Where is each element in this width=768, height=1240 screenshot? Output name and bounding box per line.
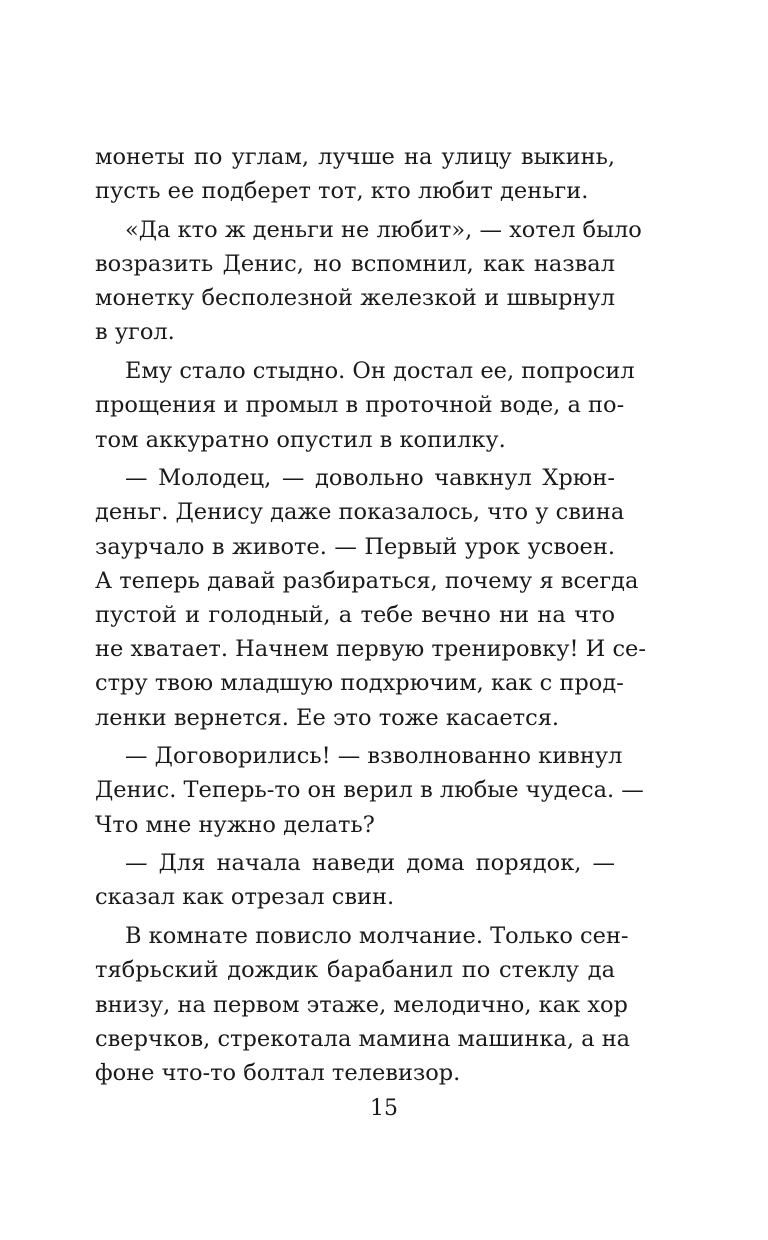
text-line: прощения и промыл в проточной воде, а по- xyxy=(95,392,625,419)
text-line: сверчков, стрекотала мамина машинка, а на xyxy=(95,1025,631,1052)
paragraph xyxy=(95,846,615,914)
text-line: не хватает. Начнем первую тренировку! И се- xyxy=(95,636,646,663)
text-line: заурчало в животе. — Первый урок усвоен. xyxy=(95,533,615,560)
text-line: том аккуратно опустил в копилку. xyxy=(95,426,506,453)
text-line: возразить Денис, но вспомнил, как назвал xyxy=(95,251,615,278)
text-line: деньг. Денису даже показалось, что у свина xyxy=(95,499,625,526)
text-line: в угол. xyxy=(95,319,175,346)
paragraph xyxy=(95,461,646,735)
page-number: 15 xyxy=(370,1096,398,1121)
text-line: Денис. Теперь-то он верил в любые чудеса. — xyxy=(95,777,644,804)
text-line: стру твою младшую подхрючим, как с прод- xyxy=(95,670,624,697)
paragraph xyxy=(95,140,615,208)
text-line: внизу, на первом этаже, мелодично, как хор xyxy=(95,991,628,1018)
text-line: А теперь давай разбираться, почему я всегда xyxy=(95,567,639,594)
text-line: Ему стало стыдно. Он достал ее, попросил xyxy=(125,358,635,385)
text-line: Что мне нужно делать? xyxy=(95,811,375,838)
paragraph xyxy=(95,213,642,350)
text-line: монетку бесполезной железкой и швырнул xyxy=(95,285,615,312)
text-line: тябрьский дождик барабанил по стеклу да xyxy=(95,957,615,984)
text-line: пусть ее подберет тот, кто любит деньги. xyxy=(95,178,589,205)
text-line: — Для начала наведи дома порядок, — xyxy=(125,850,615,877)
body-text xyxy=(95,140,646,1095)
text-line: фоне что-то болтал телевизор. xyxy=(95,1059,461,1086)
text-line: «Да кто ж деньги не любит», — хотел было xyxy=(125,216,642,243)
text-line: ленки вернется. Ее это тоже касается. xyxy=(95,704,560,731)
text-line: сказал как отрезал свин. xyxy=(95,884,395,911)
text-line: — Молодец, — довольно чавкнул Хрюн- xyxy=(125,465,615,492)
paragraph xyxy=(95,739,644,842)
paragraph xyxy=(95,919,631,1090)
text-line: пустой и голодный, а тебе вечно ни на что xyxy=(95,601,615,628)
paragraph xyxy=(95,354,635,457)
text-line: монеты по углам, лучше на улицу выкинь, xyxy=(95,144,615,170)
text-line: — Договорились! — взволнованно кивнул xyxy=(125,743,623,770)
text-line: В комнате повисло молчание. Только сен- xyxy=(125,923,629,950)
